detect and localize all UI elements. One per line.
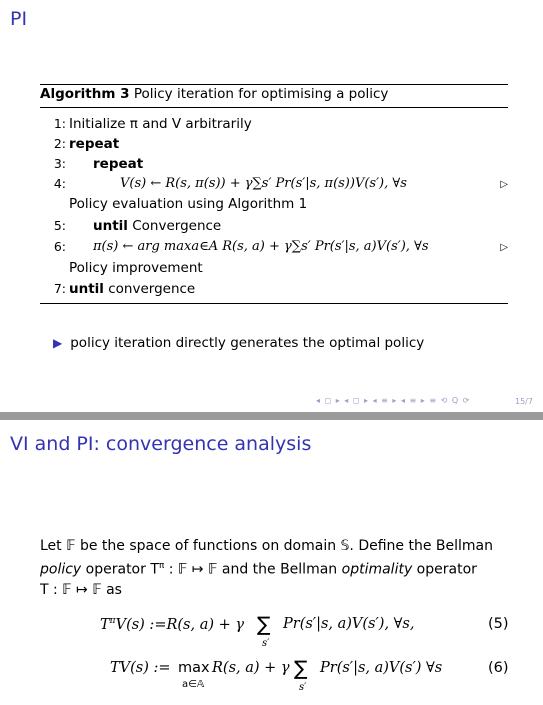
line-number: 7:: [53, 281, 66, 296]
slide-divider: [0, 412, 543, 420]
line-text: Policy improvement: [69, 260, 203, 276]
line-text: V(s) ← R(s, π(s)) + γ∑s′ Pr(s′|s, π(s))V(s′), ∀s: [120, 176, 407, 191]
comment-triangle-icon: ▷: [500, 179, 508, 190]
emphasis-policy: policy: [40, 561, 82, 578]
algorithm-caption: [40, 86, 388, 102]
slide-title: PI: [10, 8, 28, 30]
line-text: until Convergence: [93, 218, 222, 234]
bottom-rule: [40, 303, 508, 304]
line-number: 1:: [53, 116, 66, 131]
line-text: until convergence: [69, 281, 196, 297]
algorithm-label: Algorithm 3: [40, 86, 130, 102]
max-operator: max: [178, 660, 210, 676]
equation-number: (5): [488, 616, 509, 632]
paragraph-line: Let 𝔽 be the space of functions on domain 𝕊. Define the Bellman: [40, 538, 493, 554]
paragraph-line: policy operator $T^\pi$ : 𝔽 ↦ 𝔽 and the Bellman optimality operator: [40, 561, 477, 578]
line-text: Policy evaluation using Algorithm 1: [69, 196, 308, 212]
equation-6: [0, 656, 543, 700]
algorithm-line: [40, 218, 508, 238]
algorithm-line: [40, 196, 508, 216]
line-text: Initialize π and V arbitrarily: [69, 116, 252, 132]
sum-symbol: ∑: [257, 612, 271, 636]
sum-subscript: s′: [299, 682, 307, 693]
algorithm-line: [40, 116, 508, 136]
algorithm-line: [40, 239, 508, 259]
text: operator: [412, 561, 477, 578]
definition-paragraph: [40, 536, 510, 600]
algorithm-caption-text: Policy iteration for optimising a policy: [133, 86, 389, 102]
text: : 𝔽 ↦ 𝔽 and the Bellman: [164, 561, 342, 578]
sum-symbol: ∑: [294, 656, 308, 680]
slide-title: VI and PI: convergence analysis: [10, 433, 312, 455]
line-number: 4:: [53, 176, 66, 191]
equation-body: R(s, a) + γ: [212, 660, 290, 676]
caption-rule: [40, 107, 508, 108]
line-number: 3:: [53, 156, 66, 171]
equation-rhs: Pr(s′|s, a)V(s′), ∀s,: [283, 616, 415, 632]
bullet-text: policy iteration directly generates the optimal policy: [70, 335, 425, 351]
line-number: 6:: [53, 239, 66, 254]
text: operator T: [81, 561, 159, 578]
paragraph-line: T : 𝔽 ↦ 𝔽 as: [40, 581, 122, 598]
top-rule: [40, 84, 508, 85]
beamer-navigation[interactable]: ◂ ◻ ▸ ◂ ◻ ▸ ◂ ≡ ▸ ◂ ≡ ▸ ≡ ⟲ Q ⟳: [316, 396, 471, 405]
page-number: 15/7: [515, 397, 533, 406]
equation-rhs: Pr(s′|s, a)V(s′) ∀s: [320, 660, 443, 676]
algorithm-line: [40, 156, 508, 176]
bullet-triangle-icon: ▶: [53, 336, 63, 350]
line-text: repeat: [93, 156, 144, 172]
line-text: π(s) ← arg maxa∈A R(s, a) + γ∑s′ Pr(s′|s, a)V(s′), ∀s: [93, 239, 429, 254]
algorithm-line: [40, 260, 508, 280]
equation-5: [0, 612, 543, 656]
slide-convergence: [0, 420, 543, 705]
algorithm-line: [40, 281, 508, 301]
line-number: 2:: [53, 136, 66, 151]
max-subscript: a∈𝔸: [182, 679, 205, 690]
equation-lhs: $T^\pi V(s)$ :=R(s, a) + γ: [100, 616, 245, 633]
sum-subscript: s′: [262, 638, 270, 649]
comment-triangle-icon: ▷: [500, 242, 508, 253]
equation-lhs: TV(s) :=: [110, 660, 171, 676]
equation-number: (6): [488, 660, 509, 676]
bullet-item: [53, 335, 424, 351]
emphasis-optimality: optimality: [341, 561, 413, 578]
algorithm-line: [40, 176, 508, 196]
line-text: repeat: [69, 136, 120, 152]
line-number: 5:: [53, 218, 66, 233]
algorithm-line: [40, 136, 508, 156]
